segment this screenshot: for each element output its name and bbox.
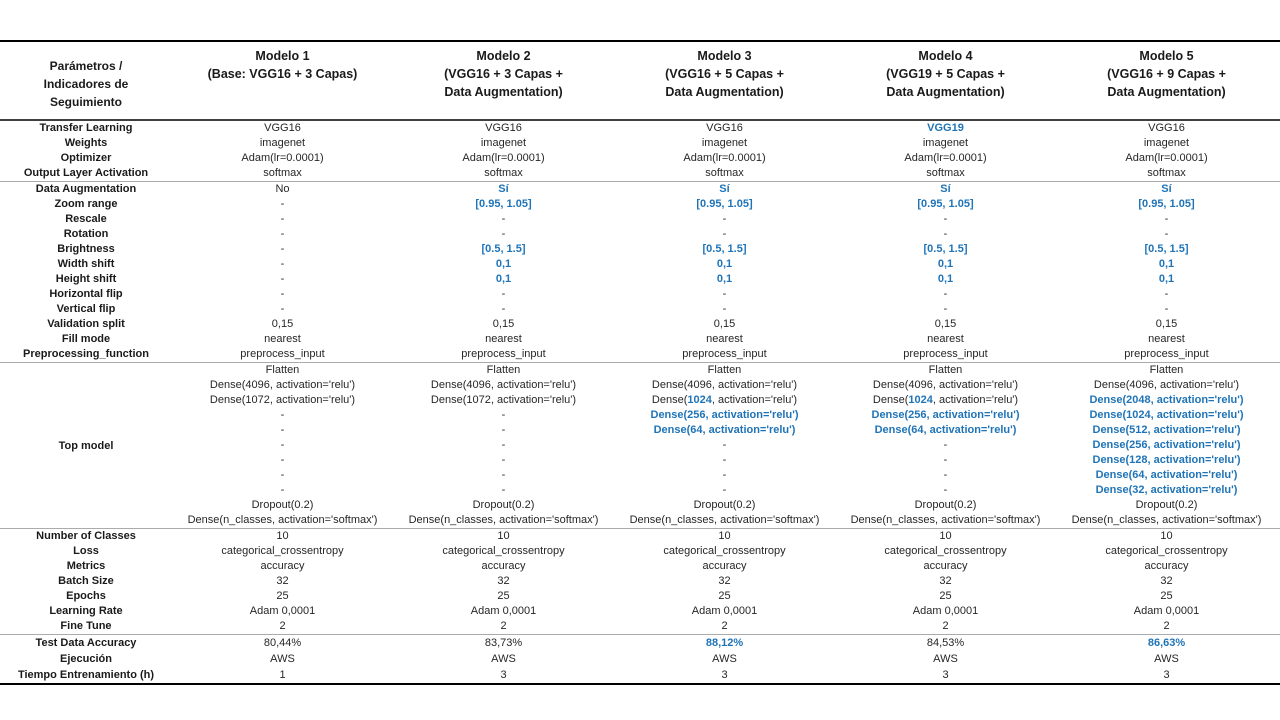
cell-horizontal-flip-m2: - <box>501 288 506 300</box>
top-model-line: Dense(4096, activation='relu') <box>430 379 577 391</box>
row-label-zoom-range: Zoom range <box>54 198 118 210</box>
cell-brightness-m3: [0.5, 1.5] <box>702 243 747 255</box>
cell-top-model-m2 <box>393 363 614 528</box>
cell-zoom-range-m1: - <box>280 198 285 210</box>
top-model-line: - <box>943 484 948 496</box>
top-model-line <box>614 393 835 408</box>
cell-horizontal-flip-m1: - <box>280 288 285 300</box>
cell-fine-tune-m4: 2 <box>942 620 949 632</box>
cell-vertical-flip-m1: - <box>280 303 285 315</box>
cell-rotation-m2: - <box>501 228 506 240</box>
cell-loss-m4: categorical_crossentropy <box>884 545 1007 557</box>
cell-number-of-classes-m4: 10 <box>939 530 952 542</box>
row-label-optimizer: Optimizer <box>60 152 112 164</box>
table-row-number-of-classes <box>0 529 1280 544</box>
top-model-line: Dense(1072, activation='relu') <box>430 394 577 406</box>
cell-output-layer-activation-m1: softmax <box>263 167 302 179</box>
cell-validation-split-m1: 0,15 <box>271 318 294 330</box>
cell-fill-mode-m5: nearest <box>1148 333 1185 345</box>
table-row-rescale <box>0 212 1280 227</box>
cell-transfer-learning-m2: VGG16 <box>485 122 522 134</box>
cell-optimizer-m4: Adam(lr=0.0001) <box>904 152 987 164</box>
top-model-line: Dropout(0.2) <box>914 499 977 511</box>
cell-preprocessing-function-m3: preprocess_input <box>682 348 767 360</box>
cell-zoom-range-m2: [0.95, 1.05] <box>475 198 532 210</box>
cell-output-layer-activation-m4: softmax <box>926 167 965 179</box>
cell-test-data-accuracy-m5: 86,63% <box>1147 637 1186 649</box>
table-row-transfer-learning <box>0 121 1280 136</box>
cell-epochs-m5: 25 <box>1160 590 1173 602</box>
top-model-line: Dense(n_classes, activation='softmax') <box>408 514 599 526</box>
cell-brightness-m5: [0.5, 1.5] <box>1144 243 1189 255</box>
cell-ejecuci-n-m4: AWS <box>933 653 958 665</box>
cell-vertical-flip-m5: - <box>1164 303 1169 315</box>
cell-loss-m1: categorical_crossentropy <box>221 545 344 557</box>
cell-horizontal-flip-m4: - <box>943 288 948 300</box>
row-label-number-of-classes: Number of Classes <box>36 530 136 542</box>
cell-data-augmentation-m2: Sí <box>498 183 509 195</box>
cell-fill-mode-m3: nearest <box>706 333 743 345</box>
cell-fine-tune-m2: 2 <box>500 620 507 632</box>
row-label-horizontal-flip: Horizontal flip <box>49 288 123 300</box>
cell-segment: , activation='relu') <box>932 394 1019 406</box>
cell-ejecuci-n-m1: AWS <box>270 653 295 665</box>
row-label-validation-split: Validation split <box>47 318 125 330</box>
top-model-line: Dense(2048, activation='relu') <box>1089 394 1244 406</box>
cell-data-augmentation-m5: Sí <box>1161 183 1172 195</box>
cell-tiempo-entrenamiento-h-m4: 3 <box>942 669 949 681</box>
row-label-fill-mode: Fill mode <box>61 333 111 345</box>
row-label-top-model: Top model <box>58 439 114 452</box>
top-model-line: Dense(1072, activation='relu') <box>209 394 356 406</box>
row-label-metrics: Metrics <box>66 560 106 572</box>
cell-rescale-m4: - <box>943 213 948 225</box>
top-model-line: - <box>501 439 506 451</box>
cell-learning-rate-m4: Adam 0,0001 <box>912 605 979 617</box>
cell-test-data-accuracy-m1: 80,44% <box>263 637 302 649</box>
cell-validation-split-m4: 0,15 <box>934 318 957 330</box>
row-label-output-layer-activation: Output Layer Activation <box>23 167 149 179</box>
cell-rescale-m5: - <box>1164 213 1169 225</box>
cell-width-shift-m1: - <box>280 258 285 270</box>
cell-number-of-classes-m1: 10 <box>276 530 289 542</box>
cell-optimizer-m5: Adam(lr=0.0001) <box>1125 152 1208 164</box>
cell-vertical-flip-m3: - <box>722 303 727 315</box>
table-row-fill-mode <box>0 332 1280 347</box>
cell-brightness-m4: [0.5, 1.5] <box>923 243 968 255</box>
cell-zoom-range-m3: [0.95, 1.05] <box>696 198 753 210</box>
table-row-metrics <box>0 559 1280 574</box>
table-row-tiempo-entrenamiento-h <box>0 667 1280 683</box>
cell-rescale-m1: - <box>280 213 285 225</box>
cell-transfer-learning-m3: VGG16 <box>706 122 743 134</box>
cell-metrics-m5: accuracy <box>1144 560 1189 572</box>
cell-epochs-m1: 25 <box>276 590 289 602</box>
cell-rotation-m1: - <box>280 228 285 240</box>
cell-zoom-range-m5: [0.95, 1.05] <box>1138 198 1195 210</box>
top-model-line: Dense(32, activation='relu') <box>1095 484 1238 496</box>
top-model-line: Flatten <box>928 364 963 376</box>
cell-height-shift-m2: 0,1 <box>495 273 512 285</box>
cell-number-of-classes-m5: 10 <box>1160 530 1173 542</box>
cell-loss-m5: categorical_crossentropy <box>1105 545 1228 557</box>
section-training-config <box>0 529 1280 635</box>
table-row-rotation <box>0 227 1280 242</box>
top-model-line: - <box>722 469 727 481</box>
top-model-line: - <box>501 409 506 421</box>
cell-validation-split-m5: 0,15 <box>1155 318 1178 330</box>
cell-height-shift-m1: - <box>280 273 285 285</box>
top-model-line: Dense(256, activation='relu') <box>871 409 1020 421</box>
top-model-line: - <box>501 484 506 496</box>
cell-weights-m2: imagenet <box>480 137 527 149</box>
cell-tiempo-entrenamiento-h-m5: 3 <box>1163 669 1170 681</box>
cell-epochs-m2: 25 <box>497 590 510 602</box>
cell-segment: , activation='relu') <box>711 394 798 406</box>
cell-top-model-m3 <box>614 363 835 528</box>
top-model-line: Flatten <box>1149 364 1184 376</box>
model-header-line: Data Augmentation) <box>886 85 1005 99</box>
section-setup <box>0 121 1280 182</box>
table-row-vertical-flip <box>0 302 1280 317</box>
model-header-line: (VGG19 + 5 Capas + <box>886 67 1005 81</box>
section-results <box>0 635 1280 683</box>
model-comparison-table <box>0 40 1280 685</box>
model-header-line: Modelo 5 <box>1139 49 1194 63</box>
top-model-line: - <box>280 454 285 466</box>
table-row-ejecuci-n <box>0 651 1280 667</box>
row-label-preprocessing-function: Preprocessing_function <box>23 348 149 360</box>
row-label-ejecuci-n: Ejecución <box>60 653 112 665</box>
table-row-loss <box>0 544 1280 559</box>
table-row-height-shift <box>0 272 1280 287</box>
table-row-weights <box>0 136 1280 151</box>
top-model-line: Dropout(0.2) <box>1135 499 1198 511</box>
cell-epochs-m4: 25 <box>939 590 952 602</box>
table-row-output-layer-activation <box>0 166 1280 181</box>
top-model-line: - <box>722 439 727 451</box>
column-header-modelo-4 <box>835 47 1056 115</box>
row-label-epochs: Epochs <box>66 590 106 602</box>
model-header-line: (VGG16 + 3 Capas + <box>444 67 563 81</box>
cell-output-layer-activation-m3: softmax <box>705 167 744 179</box>
cell-rescale-m3: - <box>722 213 727 225</box>
model-header-line: Modelo 1 <box>255 49 310 63</box>
cell-preprocessing-function-m2: preprocess_input <box>461 348 546 360</box>
cell-ejecuci-n-m5: AWS <box>1154 653 1179 665</box>
column-header-parametros <box>0 47 172 115</box>
cell-test-data-accuracy-m3: 88,12% <box>705 637 744 649</box>
cell-segment: Dense( <box>651 394 688 406</box>
column-header-modelo-3 <box>614 47 835 115</box>
top-model-line: - <box>722 454 727 466</box>
top-model-line: Dense(n_classes, activation='softmax') <box>1071 514 1262 526</box>
cell-tiempo-entrenamiento-h-m1: 1 <box>279 669 286 681</box>
cell-data-augmentation-m3: Sí <box>719 183 730 195</box>
cell-tiempo-entrenamiento-h-m3: 3 <box>721 669 728 681</box>
cell-test-data-accuracy-m4: 84,53% <box>926 637 965 649</box>
cell-metrics-m1: accuracy <box>260 560 305 572</box>
cell-ejecuci-n-m3: AWS <box>712 653 737 665</box>
table-row-preprocessing-function <box>0 347 1280 362</box>
param-header-line: Indicadores de <box>43 77 129 91</box>
row-label-loss: Loss <box>73 545 99 557</box>
table-header-row <box>0 42 1280 121</box>
cell-segment: 1024 <box>908 394 933 406</box>
table-row-batch-size <box>0 574 1280 589</box>
cell-metrics-m3: accuracy <box>702 560 747 572</box>
top-model-line: Dropout(0.2) <box>472 499 535 511</box>
cell-width-shift-m3: 0,1 <box>716 258 733 270</box>
section-top-model <box>0 363 1280 529</box>
cell-fine-tune-m1: 2 <box>279 620 286 632</box>
cell-transfer-learning-m4: VGG19 <box>927 122 964 134</box>
cell-learning-rate-m1: Adam 0,0001 <box>249 605 316 617</box>
cell-width-shift-m4: 0,1 <box>937 258 954 270</box>
cell-fine-tune-m3: 2 <box>721 620 728 632</box>
cell-transfer-learning-m5: VGG16 <box>1148 122 1185 134</box>
table-row-horizontal-flip <box>0 287 1280 302</box>
cell-tiempo-entrenamiento-h-m2: 3 <box>500 669 507 681</box>
top-model-line <box>835 393 1056 408</box>
row-label-rotation: Rotation <box>63 228 109 240</box>
cell-rotation-m4: - <box>943 228 948 240</box>
top-model-line: - <box>280 424 285 436</box>
cell-output-layer-activation-m5: softmax <box>1147 167 1186 179</box>
top-model-line: Dense(512, activation='relu') <box>1092 424 1241 436</box>
cell-top-model-m1 <box>172 363 393 528</box>
cell-height-shift-m4: 0,1 <box>937 273 954 285</box>
cell-data-augmentation-m1: No <box>275 183 290 195</box>
cell-preprocessing-function-m1: preprocess_input <box>240 348 325 360</box>
cell-ejecuci-n-m2: AWS <box>491 653 516 665</box>
top-model-line: Dense(4096, activation='relu') <box>872 379 1019 391</box>
column-header-modelo-1 <box>172 47 393 115</box>
top-model-line: Dense(64, activation='relu') <box>653 424 796 436</box>
row-label-test-data-accuracy: Test Data Accuracy <box>35 637 137 649</box>
top-model-line: - <box>501 424 506 436</box>
model-header-line: Modelo 2 <box>476 49 531 63</box>
param-header-line: Parámetros / <box>49 59 123 73</box>
cell-preprocessing-function-m5: preprocess_input <box>1124 348 1209 360</box>
cell-weights-m1: imagenet <box>259 137 306 149</box>
row-label-learning-rate: Learning Rate <box>49 605 123 617</box>
top-model-line: Dense(4096, activation='relu') <box>651 379 798 391</box>
cell-top-model-m4 <box>835 363 1056 528</box>
row-label-brightness: Brightness <box>57 243 115 255</box>
section-data-augmentation <box>0 182 1280 363</box>
cell-loss-m2: categorical_crossentropy <box>442 545 565 557</box>
cell-learning-rate-m5: Adam 0,0001 <box>1133 605 1200 617</box>
table-row-validation-split <box>0 317 1280 332</box>
top-model-line: Dense(128, activation='relu') <box>1092 454 1241 466</box>
top-model-row <box>0 363 1280 528</box>
row-label-width-shift: Width shift <box>57 258 115 270</box>
cell-rotation-m5: - <box>1164 228 1169 240</box>
cell-zoom-range-m4: [0.95, 1.05] <box>917 198 974 210</box>
cell-weights-m3: imagenet <box>701 137 748 149</box>
table-row-epochs <box>0 589 1280 604</box>
top-model-line: - <box>722 484 727 496</box>
table-row-fine-tune <box>0 619 1280 634</box>
top-model-line: - <box>943 454 948 466</box>
cell-epochs-m3: 25 <box>718 590 731 602</box>
top-model-line: Dense(1024, activation='relu') <box>1089 409 1244 421</box>
cell-fill-mode-m1: nearest <box>264 333 301 345</box>
model-header-line: Modelo 3 <box>697 49 752 63</box>
cell-brightness-m2: [0.5, 1.5] <box>481 243 526 255</box>
row-label-rescale: Rescale <box>65 213 107 225</box>
table-row-zoom-range <box>0 197 1280 212</box>
cell-width-shift-m5: 0,1 <box>1158 258 1175 270</box>
cell-fill-mode-m4: nearest <box>927 333 964 345</box>
top-model-line: Dropout(0.2) <box>251 499 314 511</box>
cell-brightness-m1: - <box>280 243 285 255</box>
cell-metrics-m2: accuracy <box>481 560 526 572</box>
top-model-line: - <box>280 469 285 481</box>
cell-loss-m3: categorical_crossentropy <box>663 545 786 557</box>
cell-batch-size-m5: 32 <box>1160 575 1173 587</box>
cell-metrics-m4: accuracy <box>923 560 968 572</box>
top-model-line: - <box>280 439 285 451</box>
row-label-fine-tune: Fine Tune <box>60 620 112 632</box>
top-model-line: - <box>943 439 948 451</box>
top-model-line: Dense(64, activation='relu') <box>1095 469 1238 481</box>
cell-output-layer-activation-m2: softmax <box>484 167 523 179</box>
column-header-modelo-5 <box>1056 47 1277 115</box>
cell-optimizer-m3: Adam(lr=0.0001) <box>683 152 766 164</box>
cell-fill-mode-m2: nearest <box>485 333 522 345</box>
cell-rescale-m2: - <box>501 213 506 225</box>
row-label-data-augmentation: Data Augmentation <box>35 183 137 195</box>
table-row-width-shift <box>0 257 1280 272</box>
cell-top-model-m5 <box>1056 363 1277 528</box>
model-header-line: (VGG16 + 9 Capas + <box>1107 67 1226 81</box>
cell-height-shift-m5: 0,1 <box>1158 273 1175 285</box>
cell-horizontal-flip-m3: - <box>722 288 727 300</box>
row-label-height-shift: Height shift <box>55 273 117 285</box>
cell-height-shift-m3: 0,1 <box>716 273 733 285</box>
cell-validation-split-m3: 0,15 <box>713 318 736 330</box>
cell-preprocessing-function-m4: preprocess_input <box>903 348 988 360</box>
cell-batch-size-m3: 32 <box>718 575 731 587</box>
cell-width-shift-m2: 0,1 <box>495 258 512 270</box>
table-row-test-data-accuracy <box>0 635 1280 651</box>
cell-batch-size-m1: 32 <box>276 575 289 587</box>
model-header-line: Data Augmentation) <box>1107 85 1226 99</box>
cell-data-augmentation-m4: Sí <box>940 183 951 195</box>
cell-horizontal-flip-m5: - <box>1164 288 1169 300</box>
table-row-data-augmentation <box>0 182 1280 197</box>
model-header-line: Data Augmentation) <box>665 85 784 99</box>
model-header-line: Modelo 4 <box>918 49 973 63</box>
cell-weights-m4: imagenet <box>922 137 969 149</box>
model-header-line: (VGG16 + 5 Capas + <box>665 67 784 81</box>
top-model-line: Dropout(0.2) <box>693 499 756 511</box>
cell-number-of-classes-m3: 10 <box>718 530 731 542</box>
cell-vertical-flip-m4: - <box>943 303 948 315</box>
table-row-brightness <box>0 242 1280 257</box>
top-model-line: - <box>501 454 506 466</box>
row-label-vertical-flip: Vertical flip <box>56 303 116 315</box>
top-model-line: Flatten <box>486 364 521 376</box>
cell-test-data-accuracy-m2: 83,73% <box>484 637 523 649</box>
top-model-line: - <box>280 409 285 421</box>
column-header-modelo-2 <box>393 47 614 115</box>
top-model-line: Dense(n_classes, activation='softmax') <box>629 514 820 526</box>
cell-weights-m5: imagenet <box>1143 137 1190 149</box>
row-label-transfer-learning: Transfer Learning <box>39 122 133 134</box>
cell-transfer-learning-m1: VGG16 <box>264 122 301 134</box>
table-row-optimizer <box>0 151 1280 166</box>
top-model-line: Flatten <box>707 364 742 376</box>
cell-learning-rate-m2: Adam 0,0001 <box>470 605 537 617</box>
cell-vertical-flip-m2: - <box>501 303 506 315</box>
cell-segment: 1024 <box>687 394 712 406</box>
cell-number-of-classes-m2: 10 <box>497 530 510 542</box>
top-model-line: - <box>280 484 285 496</box>
table-row-learning-rate <box>0 604 1280 619</box>
top-model-line: Dense(n_classes, activation='softmax') <box>187 514 378 526</box>
top-model-line: Dense(256, activation='relu') <box>1092 439 1241 451</box>
top-model-line: - <box>501 469 506 481</box>
top-model-line: Dense(64, activation='relu') <box>874 424 1017 436</box>
cell-validation-split-m2: 0,15 <box>492 318 515 330</box>
model-header-line: (Base: VGG16 + 3 Capas) <box>207 67 358 81</box>
cell-rotation-m3: - <box>722 228 727 240</box>
cell-learning-rate-m3: Adam 0,0001 <box>691 605 758 617</box>
cell-batch-size-m2: 32 <box>497 575 510 587</box>
top-model-line: Dense(256, activation='relu') <box>650 409 799 421</box>
cell-segment: Dense( <box>872 394 909 406</box>
top-model-line: Flatten <box>265 364 300 376</box>
cell-optimizer-m1: Adam(lr=0.0001) <box>241 152 324 164</box>
cell-fine-tune-m5: 2 <box>1163 620 1170 632</box>
row-label-weights: Weights <box>64 137 108 149</box>
top-model-line: - <box>943 469 948 481</box>
model-header-line: Data Augmentation) <box>444 85 563 99</box>
cell-optimizer-m2: Adam(lr=0.0001) <box>462 152 545 164</box>
row-label-batch-size: Batch Size <box>58 575 114 587</box>
top-model-line: Dense(4096, activation='relu') <box>1093 379 1240 391</box>
top-model-line: Dense(4096, activation='relu') <box>209 379 356 391</box>
row-label-tiempo-entrenamiento-h: Tiempo Entrenamiento (h) <box>17 669 155 681</box>
cell-batch-size-m4: 32 <box>939 575 952 587</box>
param-header-line: Seguimiento <box>49 95 122 109</box>
top-model-line: Dense(n_classes, activation='softmax') <box>850 514 1041 526</box>
